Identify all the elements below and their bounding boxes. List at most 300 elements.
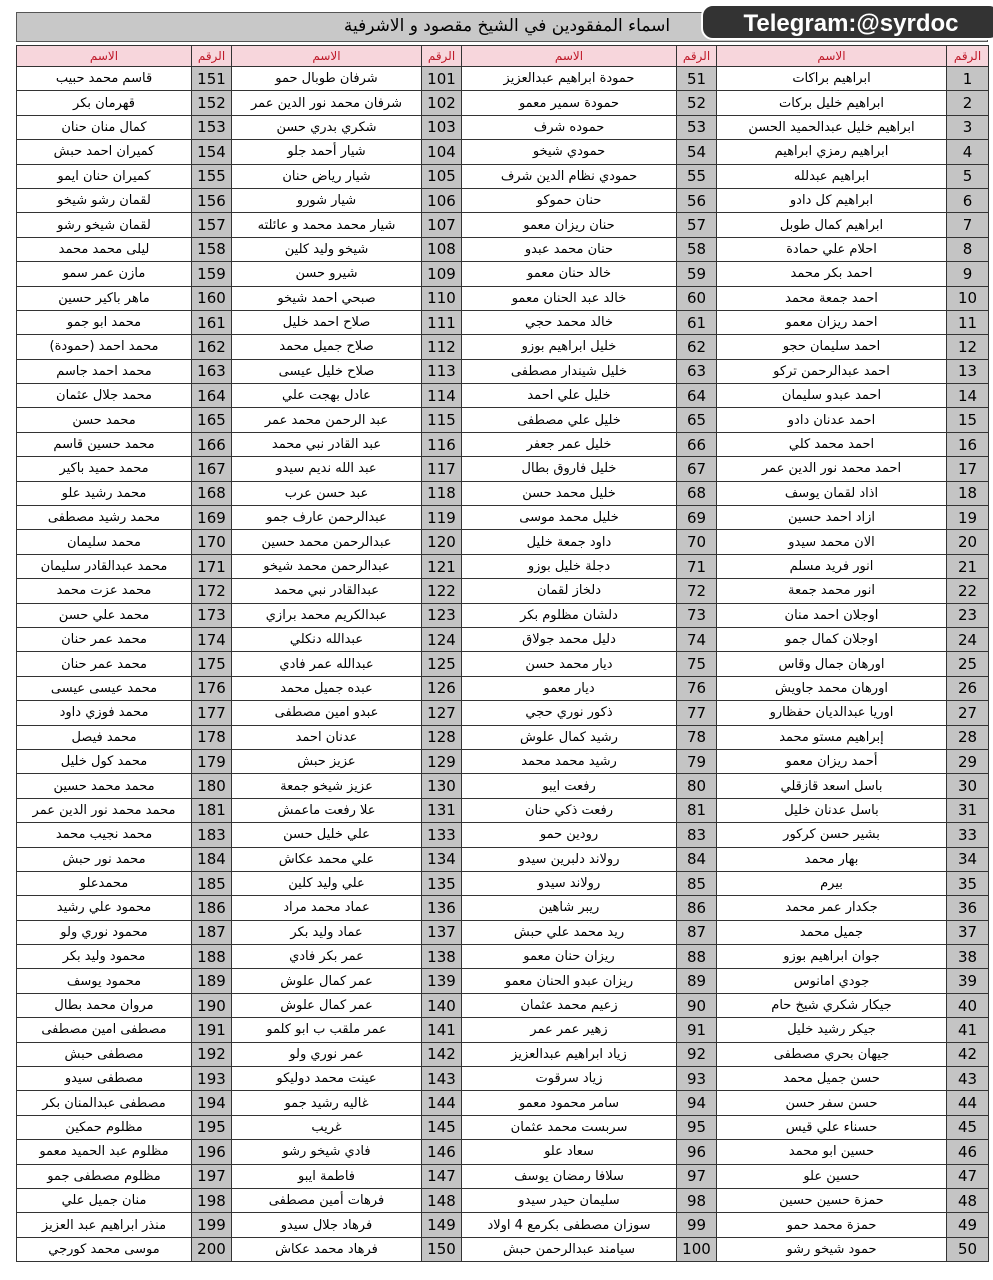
number-cell: 36: [947, 896, 989, 920]
number-cell: 74: [677, 627, 717, 651]
name-cell: صلاح خليل عيسى: [232, 359, 422, 383]
name-cell: منذر ابراهيم عبد العزيز: [17, 1213, 192, 1237]
number-cell: 200: [192, 1237, 232, 1261]
number-cell: 133: [422, 823, 462, 847]
name-cell: شيار محمد محمد و عائلته: [232, 213, 422, 237]
name-cell: عبدو امين مصطفى: [232, 701, 422, 725]
number-cell: 138: [422, 945, 462, 969]
number-cell: 78: [677, 725, 717, 749]
name-cell: ازاد احمد حسين: [717, 506, 947, 530]
number-cell: 153: [192, 115, 232, 139]
number-cell: 90: [677, 993, 717, 1017]
table-row: [17, 481, 989, 505]
name-cell: عماد وليد بكر: [232, 920, 422, 944]
number-cell: 113: [422, 359, 462, 383]
name-cell: عبدالرحمن عارف جمو: [232, 506, 422, 530]
number-cell: 170: [192, 530, 232, 554]
name-cell: رفعت ذكي حنان: [462, 798, 677, 822]
name-cell: شيار شورو: [232, 188, 422, 212]
number-cell: 68: [677, 481, 717, 505]
name-cell: محمد كول خليل: [17, 749, 192, 773]
name-cell: حمزة محمد حمو: [717, 1213, 947, 1237]
header-name-cell: الاسم: [717, 46, 947, 67]
name-cell: فاطمة ايبو: [232, 1164, 422, 1188]
number-cell: 150: [422, 1237, 462, 1261]
name-cell: اوريا عبدالديان حفظارو: [717, 701, 947, 725]
name-cell: خليل علي مصطفى: [462, 408, 677, 432]
header-number-cell: الرقم: [677, 46, 717, 67]
name-cell: احمد عبدالرحمن تركو: [717, 359, 947, 383]
name-cell: رولاند سيدو: [462, 871, 677, 895]
name-cell: عمر كمال علوش: [232, 969, 422, 993]
number-cell: 167: [192, 457, 232, 481]
number-cell: 93: [677, 1067, 717, 1091]
number-cell: 164: [192, 384, 232, 408]
number-cell: 81: [677, 798, 717, 822]
name-cell: خالد حنان معمو: [462, 262, 677, 286]
name-cell: حنان محمد عبدو: [462, 237, 677, 261]
number-cell: 115: [422, 408, 462, 432]
name-cell: ابراهيم كل دادو: [717, 188, 947, 212]
name-cell: صلاح احمد خليل: [232, 310, 422, 334]
number-cell: 55: [677, 164, 717, 188]
number-cell: 42: [947, 1042, 989, 1066]
number-cell: 50: [947, 1237, 989, 1261]
name-cell: محمد احمد جاسم: [17, 359, 192, 383]
number-cell: 86: [677, 896, 717, 920]
table-row: [17, 603, 989, 627]
number-cell: 21: [947, 554, 989, 578]
header-number-cell: الرقم: [422, 46, 462, 67]
number-cell: 137: [422, 920, 462, 944]
number-cell: 73: [677, 603, 717, 627]
name-cell: خليل ابراهيم بوزو: [462, 335, 677, 359]
number-cell: 194: [192, 1091, 232, 1115]
table-row: [17, 847, 989, 871]
number-cell: 92: [677, 1042, 717, 1066]
number-cell: 128: [422, 725, 462, 749]
name-cell: حسناء علي قيس: [717, 1115, 947, 1139]
name-cell: سامر محمود معمو: [462, 1091, 677, 1115]
names-table-body: [17, 46, 989, 1262]
name-cell: ديار محمد حسن: [462, 652, 677, 676]
number-cell: 145: [422, 1115, 462, 1139]
number-cell: 121: [422, 554, 462, 578]
name-cell: عبد حسن عرب: [232, 481, 422, 505]
number-cell: 188: [192, 945, 232, 969]
name-cell: سوزان مصطفى بكرمع 4 اولاد: [462, 1213, 677, 1237]
name-cell: ريزان عبدو الحنان معمو: [462, 969, 677, 993]
table-row: [17, 408, 989, 432]
name-cell: اذاد لقمان يوسف: [717, 481, 947, 505]
number-cell: 28: [947, 725, 989, 749]
number-cell: 56: [677, 188, 717, 212]
number-cell: 157: [192, 213, 232, 237]
number-cell: 99: [677, 1213, 717, 1237]
page-title: اسماء المفقودين في الشيخ مقصود و الاشرفية: [343, 16, 671, 36]
table-row: [17, 1042, 989, 1066]
name-cell: اوجلان احمد منان: [717, 603, 947, 627]
name-cell: خليل محمد موسى: [462, 506, 677, 530]
name-cell: حسين علو: [717, 1164, 947, 1188]
name-cell: ريبر شاهين: [462, 896, 677, 920]
name-cell: محمد نجيب محمد: [17, 823, 192, 847]
name-cell: محمد رشيد علو: [17, 481, 192, 505]
name-cell: احمد جمعة محمد: [717, 286, 947, 310]
name-cell: اوجلان كمال جمو: [717, 627, 947, 651]
name-cell: عبدالرحمن محمد حسين: [232, 530, 422, 554]
number-cell: 156: [192, 188, 232, 212]
telegram-watermark: Telegram:@syrdoc: [701, 4, 993, 40]
number-cell: 149: [422, 1213, 462, 1237]
number-cell: 197: [192, 1164, 232, 1188]
number-cell: 67: [677, 457, 717, 481]
table-row: [17, 1140, 989, 1164]
name-cell: دجلة خليل بوزو: [462, 554, 677, 578]
number-cell: 30: [947, 774, 989, 798]
name-cell: عدنان احمد: [232, 725, 422, 749]
header-number-cell: الرقم: [192, 46, 232, 67]
table-row: [17, 1188, 989, 1212]
number-cell: 118: [422, 481, 462, 505]
number-cell: 20: [947, 530, 989, 554]
name-cell: محمد محمد نور الدين عمر: [17, 798, 192, 822]
name-cell: محمد جلال عثمان: [17, 384, 192, 408]
number-cell: 181: [192, 798, 232, 822]
number-cell: 63: [677, 359, 717, 383]
number-cell: 119: [422, 506, 462, 530]
name-cell: حموده شرف: [462, 115, 677, 139]
name-cell: جيكار شكري شيخ حام: [717, 993, 947, 1017]
missing-persons-sheet: [16, 12, 988, 1260]
number-cell: 160: [192, 286, 232, 310]
table-row: [17, 774, 989, 798]
name-cell: انور فريد مسلم: [717, 554, 947, 578]
name-cell: بشير حسن كركور: [717, 823, 947, 847]
name-cell: الان محمد سيدو: [717, 530, 947, 554]
number-cell: 70: [677, 530, 717, 554]
number-cell: 72: [677, 579, 717, 603]
number-cell: 13: [947, 359, 989, 383]
name-cell: بيرم: [717, 871, 947, 895]
name-cell: إبراهيم مستو محمد: [717, 725, 947, 749]
name-cell: علي خليل حسن: [232, 823, 422, 847]
name-cell: محمد عمر حنان: [17, 627, 192, 651]
number-cell: 174: [192, 627, 232, 651]
number-cell: 147: [422, 1164, 462, 1188]
table-row: [17, 286, 989, 310]
name-cell: عبد الرحمن محمد عمر: [232, 408, 422, 432]
number-cell: 48: [947, 1188, 989, 1212]
number-cell: 76: [677, 676, 717, 700]
number-cell: 17: [947, 457, 989, 481]
name-cell: خليل محمد حسن: [462, 481, 677, 505]
number-cell: 116: [422, 432, 462, 456]
names-table: [16, 45, 989, 1262]
number-cell: 146: [422, 1140, 462, 1164]
name-cell: شيار أحمد جلو: [232, 140, 422, 164]
number-cell: 193: [192, 1067, 232, 1091]
number-cell: 85: [677, 871, 717, 895]
table-row: [17, 67, 989, 91]
name-cell: محمد فوزي داود: [17, 701, 192, 725]
number-cell: 10: [947, 286, 989, 310]
header-number-cell: الرقم: [947, 46, 989, 67]
number-cell: 189: [192, 969, 232, 993]
name-cell: رشيد محمد محمد: [462, 749, 677, 773]
name-cell: مصطفى عبدالمنان بكر: [17, 1091, 192, 1115]
name-cell: شيار رياض حنان: [232, 164, 422, 188]
name-cell: زياد سرقوت: [462, 1067, 677, 1091]
name-cell: غريب: [232, 1115, 422, 1139]
number-cell: 5: [947, 164, 989, 188]
name-cell: لقمان رشو شيخو: [17, 188, 192, 212]
name-cell: حمزة حسين حسين: [717, 1188, 947, 1212]
table-row: [17, 457, 989, 481]
name-cell: رودين حمو: [462, 823, 677, 847]
name-cell: حمودة ابراهيم عبدالعزيز: [462, 67, 677, 91]
number-cell: 18: [947, 481, 989, 505]
name-cell: احمد عدنان دادو: [717, 408, 947, 432]
number-cell: 29: [947, 749, 989, 773]
number-cell: 37: [947, 920, 989, 944]
name-cell: لقمان شيخو رشو: [17, 213, 192, 237]
number-cell: 117: [422, 457, 462, 481]
name-cell: عبدالكريم محمد برازي: [232, 603, 422, 627]
number-cell: 19: [947, 506, 989, 530]
header-row: [17, 46, 989, 67]
name-cell: أحمد ريزان معمو: [717, 749, 947, 773]
number-cell: 187: [192, 920, 232, 944]
number-cell: 77: [677, 701, 717, 725]
name-cell: غاليه رشيد جمو: [232, 1091, 422, 1115]
name-cell: جيكر رشيد خليل: [717, 1018, 947, 1042]
table-row: [17, 920, 989, 944]
number-cell: 8: [947, 237, 989, 261]
number-cell: 195: [192, 1115, 232, 1139]
name-cell: شرفان طوبال حمو: [232, 67, 422, 91]
name-cell: فرهات أمين مصطفى: [232, 1188, 422, 1212]
number-cell: 103: [422, 115, 462, 139]
number-cell: 9: [947, 262, 989, 286]
name-cell: علي وليد كلين: [232, 871, 422, 895]
name-cell: اورهان جمال وقاس: [717, 652, 947, 676]
table-row: [17, 262, 989, 286]
table-row: [17, 701, 989, 725]
name-cell: محمد رشيد مصطفى: [17, 506, 192, 530]
name-cell: خليل علي احمد: [462, 384, 677, 408]
name-cell: محمود علي رشيد: [17, 896, 192, 920]
name-cell: احمد محمد نور الدين عمر: [717, 457, 947, 481]
name-cell: شيرو حسن: [232, 262, 422, 286]
table-row: [17, 310, 989, 334]
number-cell: 110: [422, 286, 462, 310]
table-row: [17, 188, 989, 212]
number-cell: 171: [192, 554, 232, 578]
name-cell: زهير عمر عمر: [462, 1018, 677, 1042]
number-cell: 134: [422, 847, 462, 871]
number-cell: 7: [947, 213, 989, 237]
name-cell: شكري بدري حسن: [232, 115, 422, 139]
name-cell: ابراهيم عبدلله: [717, 164, 947, 188]
name-cell: فرهاد جلال سيدو: [232, 1213, 422, 1237]
table-row: [17, 359, 989, 383]
name-cell: فرهاد محمد عكاش: [232, 1237, 422, 1261]
number-cell: 142: [422, 1042, 462, 1066]
header-name-cell: الاسم: [462, 46, 677, 67]
number-cell: 152: [192, 91, 232, 115]
name-cell: محمد حسن: [17, 408, 192, 432]
table-row: [17, 213, 989, 237]
name-cell: محمود وليد بكر: [17, 945, 192, 969]
number-cell: 144: [422, 1091, 462, 1115]
name-cell: محمد عيسى عيسى: [17, 676, 192, 700]
table-row: [17, 749, 989, 773]
table-row: [17, 798, 989, 822]
name-cell: محمد علي حسن: [17, 603, 192, 627]
number-cell: 65: [677, 408, 717, 432]
number-cell: 106: [422, 188, 462, 212]
table-row: [17, 676, 989, 700]
name-cell: كميران احمد حبش: [17, 140, 192, 164]
name-cell: قاسم محمد حبيب: [17, 67, 192, 91]
name-cell: سيامند عبدالرحمن حبش: [462, 1237, 677, 1261]
number-cell: 154: [192, 140, 232, 164]
number-cell: 101: [422, 67, 462, 91]
table-row: [17, 91, 989, 115]
number-cell: 40: [947, 993, 989, 1017]
name-cell: خليل عمر جعفر: [462, 432, 677, 456]
name-cell: محمد حميد باكير: [17, 457, 192, 481]
number-cell: 49: [947, 1213, 989, 1237]
number-cell: 161: [192, 310, 232, 334]
name-cell: محمد احمد (حمودة): [17, 335, 192, 359]
name-cell: سلافا رمضان يوسف: [462, 1164, 677, 1188]
number-cell: 163: [192, 359, 232, 383]
name-cell: علي محمد عكاش: [232, 847, 422, 871]
name-cell: عبدالقادر نبي محمد: [232, 579, 422, 603]
name-cell: حنان ريزان معمو: [462, 213, 677, 237]
number-cell: 122: [422, 579, 462, 603]
name-cell: حمودة سمير معمو: [462, 91, 677, 115]
name-cell: مصطفى حبش: [17, 1042, 192, 1066]
name-cell: مظلوم عبد الحميد معمو: [17, 1140, 192, 1164]
number-cell: 190: [192, 993, 232, 1017]
number-cell: 51: [677, 67, 717, 91]
number-cell: 97: [677, 1164, 717, 1188]
number-cell: 191: [192, 1018, 232, 1042]
table-row: [17, 384, 989, 408]
table-row: [17, 725, 989, 749]
table-row: [17, 871, 989, 895]
number-cell: 148: [422, 1188, 462, 1212]
number-cell: 143: [422, 1067, 462, 1091]
name-cell: مصطفى امين مصطفى: [17, 1018, 192, 1042]
table-row: [17, 1237, 989, 1261]
name-cell: عمر كمال علوش: [232, 993, 422, 1017]
name-cell: كميران حنان ايمو: [17, 164, 192, 188]
name-cell: حمود شيخو رشو: [717, 1237, 947, 1261]
number-cell: 91: [677, 1018, 717, 1042]
number-cell: 22: [947, 579, 989, 603]
table-row: [17, 554, 989, 578]
table-row: [17, 823, 989, 847]
name-cell: مصطفى سيدو: [17, 1067, 192, 1091]
name-cell: مازن عمر سمو: [17, 262, 192, 286]
name-cell: عماد محمد مراد: [232, 896, 422, 920]
number-cell: 6: [947, 188, 989, 212]
number-cell: 127: [422, 701, 462, 725]
number-cell: 43: [947, 1067, 989, 1091]
number-cell: 47: [947, 1164, 989, 1188]
number-cell: 180: [192, 774, 232, 798]
number-cell: 12: [947, 335, 989, 359]
name-cell: احمد محمد كلي: [717, 432, 947, 456]
number-cell: 105: [422, 164, 462, 188]
name-cell: فادي شيخو رشو: [232, 1140, 422, 1164]
number-cell: 179: [192, 749, 232, 773]
table-row: [17, 237, 989, 261]
number-cell: 61: [677, 310, 717, 334]
name-cell: انور محمد جمعة: [717, 579, 947, 603]
name-cell: عمر نوري ولو: [232, 1042, 422, 1066]
number-cell: 168: [192, 481, 232, 505]
number-cell: 114: [422, 384, 462, 408]
name-cell: شرفان محمد نور الدين عمر: [232, 91, 422, 115]
name-cell: محمد نور حبش: [17, 847, 192, 871]
name-cell: ذكور نوري حجي: [462, 701, 677, 725]
number-cell: 38: [947, 945, 989, 969]
number-cell: 27: [947, 701, 989, 725]
number-cell: 80: [677, 774, 717, 798]
number-cell: 131: [422, 798, 462, 822]
number-cell: 87: [677, 920, 717, 944]
number-cell: 175: [192, 652, 232, 676]
name-cell: ماهر باكير حسين: [17, 286, 192, 310]
table-row: [17, 969, 989, 993]
name-cell: خالد محمد حجي: [462, 310, 677, 334]
number-cell: 44: [947, 1091, 989, 1115]
name-cell: زعيم محمد عثمان: [462, 993, 677, 1017]
name-cell: عبده جميل محمد: [232, 676, 422, 700]
number-cell: 183: [192, 823, 232, 847]
number-cell: 75: [677, 652, 717, 676]
name-cell: محمد فيصل: [17, 725, 192, 749]
number-cell: 178: [192, 725, 232, 749]
name-cell: محمد ابو جمو: [17, 310, 192, 334]
name-cell: صلاح جميل محمد: [232, 335, 422, 359]
number-cell: 57: [677, 213, 717, 237]
number-cell: 139: [422, 969, 462, 993]
number-cell: 89: [677, 969, 717, 993]
name-cell: عبدالله دنكلي: [232, 627, 422, 651]
number-cell: 94: [677, 1091, 717, 1115]
number-cell: 1: [947, 67, 989, 91]
number-cell: 112: [422, 335, 462, 359]
number-cell: 60: [677, 286, 717, 310]
table-row: [17, 1067, 989, 1091]
name-cell: زياد ابراهيم عبدالعزيز: [462, 1042, 677, 1066]
number-cell: 123: [422, 603, 462, 627]
number-cell: 3: [947, 115, 989, 139]
table-row: [17, 579, 989, 603]
number-cell: 98: [677, 1188, 717, 1212]
name-cell: جكدار عمر محمد: [717, 896, 947, 920]
number-cell: 52: [677, 91, 717, 115]
name-cell: موسى محمد كورجي: [17, 1237, 192, 1261]
name-cell: حمودي نظام الدين شرف: [462, 164, 677, 188]
number-cell: 104: [422, 140, 462, 164]
